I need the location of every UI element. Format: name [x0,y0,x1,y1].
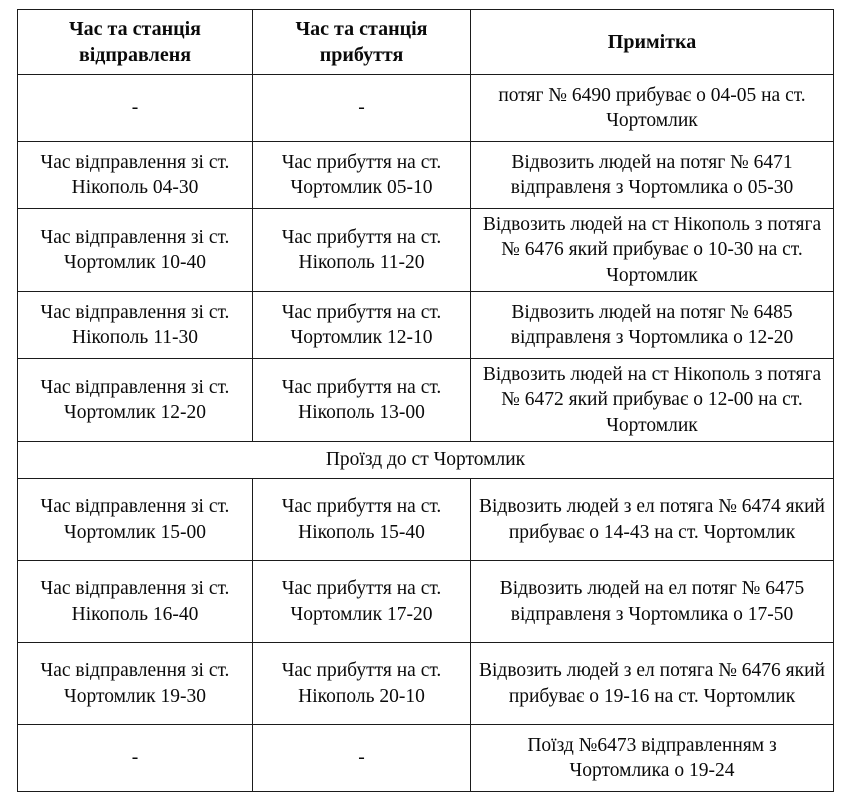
section-label: Проїзд до ст Чортомлик [18,442,834,479]
table-body [18,75,834,792]
cell-note: Відвозить людей на потяг № 6471 відправленя з Чортомлика о 05-30 [471,142,834,209]
column-header-note: Примітка [471,10,834,75]
cell-arrival: - [253,75,471,142]
cell-arrival: Час прибуття на ст. Чортомлик 12-10 [253,292,471,359]
cell-departure: Час відправлення зі ст. Чортомлик 15-00 [18,479,253,561]
cell-arrival: Час прибуття на ст. Нікополь 20-10 [253,643,471,725]
cell-arrival: Час прибуття на ст. Нікополь 13-00 [253,359,471,442]
column-header-arrival: Час та станція прибуття [253,10,471,75]
cell-note: Поїзд №6473 відправленням з Чортомлика о 19-24 [471,725,834,792]
train-schedule-table [17,9,834,792]
section-row [18,442,834,479]
table-row [18,643,834,725]
table-row [18,725,834,792]
cell-note: Відвозить людей на ел потяг № 6475 відправленя з Чортомлика о 17-50 [471,561,834,643]
cell-note: Відвозить людей на ст Нікополь з потяга № 6472 який прибуває о 12-00 на ст. Чортомлик [471,359,834,442]
cell-arrival: Час прибуття на ст. Чортомлик 05-10 [253,142,471,209]
cell-note: Відвозить людей на ст Нікополь з потяга № 6476 який прибуває о 10-30 на ст. Чортомлик [471,209,834,292]
cell-note: Відвозить людей на потяг № 6485 відправленя з Чортомлика о 12-20 [471,292,834,359]
table-header [18,10,834,75]
table-header-row [18,10,834,75]
column-header-departure: Час та станція відправленя [18,10,253,75]
cell-arrival: Час прибуття на ст. Нікополь 15-40 [253,479,471,561]
cell-note: Відвозить людей з ел потяга № 6474 який прибуває о 14-43 на ст. Чортомлик [471,479,834,561]
table-row [18,142,834,209]
cell-departure: Час відправлення зі ст. Нікополь 04-30 [18,142,253,209]
table-row [18,75,834,142]
cell-departure: Час відправлення зі ст. Чортомлик 19-30 [18,643,253,725]
cell-note: потяг № 6490 прибуває о 04-05 на ст. Чортомлик [471,75,834,142]
cell-departure: Час відправлення зі ст. Нікополь 16-40 [18,561,253,643]
table-row [18,359,834,442]
cell-note: Відвозить людей з ел потяга № 6476 який прибуває о 19-16 на ст. Чортомлик [471,643,834,725]
cell-departure: - [18,75,253,142]
cell-arrival: Час прибуття на ст. Нікополь 11-20 [253,209,471,292]
cell-departure: Час відправлення зі ст. Чортомлик 10-40 [18,209,253,292]
cell-departure: Час відправлення зі ст. Чортомлик 12-20 [18,359,253,442]
cell-departure: - [18,725,253,792]
table-row [18,209,834,292]
table-row [18,561,834,643]
table-row [18,479,834,561]
cell-arrival: Час прибуття на ст. Чортомлик 17-20 [253,561,471,643]
cell-departure: Час відправлення зі ст. Нікополь 11-30 [18,292,253,359]
table-row [18,292,834,359]
cell-arrival: - [253,725,471,792]
